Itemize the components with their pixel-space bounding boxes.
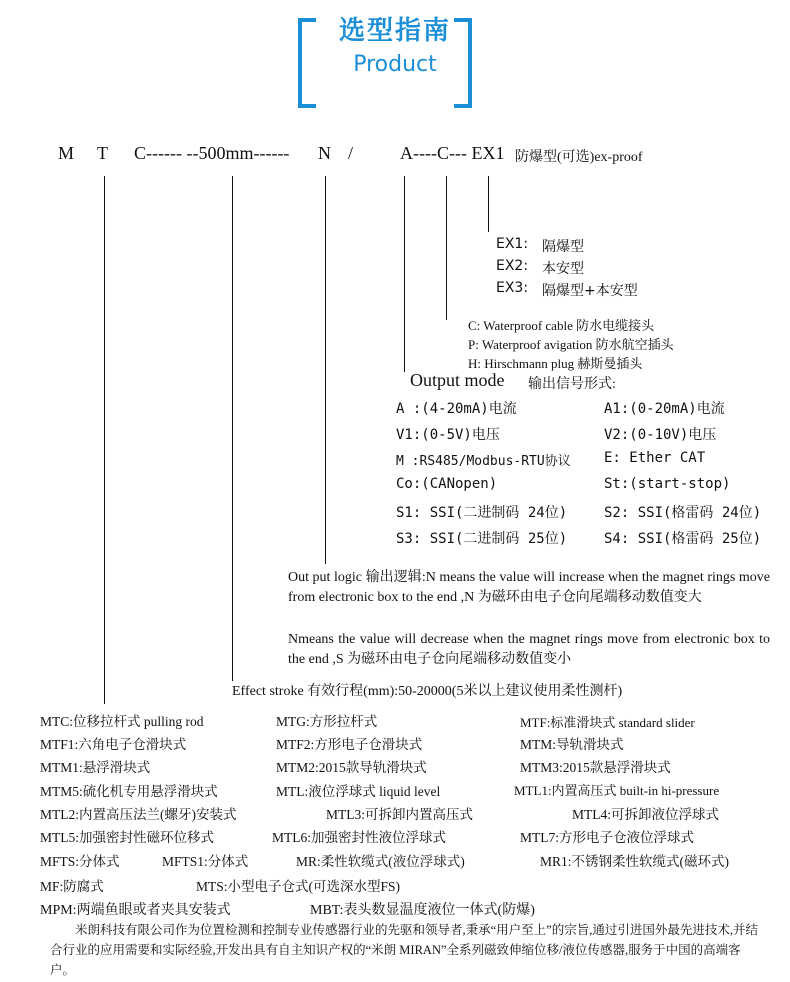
model-mtf: MTF:标准滑块式 standard slider bbox=[520, 715, 695, 730]
output-title-cn: 输出信号形式: bbox=[528, 377, 616, 392]
code-exproof: 防爆型(可选)ex-proof bbox=[515, 150, 643, 165]
line-logic bbox=[325, 176, 326, 564]
model-mtl4: MTL4:可拆卸液位浮球式 bbox=[572, 807, 719, 822]
line-ex bbox=[488, 176, 489, 232]
output-title: Output mode bbox=[410, 370, 505, 390]
model-mtf1: MTF1:六角电子仓滑块式 bbox=[40, 737, 187, 752]
output-a: A :(4-20mA)电流 bbox=[396, 401, 517, 417]
model-mfts1: MFTS1:分体式 bbox=[162, 854, 249, 869]
ex1-name: 隔爆型 bbox=[542, 239, 584, 255]
page-title: 选型指南 bbox=[338, 16, 451, 46]
code-slash: / bbox=[348, 143, 354, 163]
code-t: T bbox=[97, 143, 108, 163]
output-s1: S1: SSI(二进制码 24位) bbox=[396, 505, 568, 521]
conn-c: C: Waterproof cable 防水电缆接头 bbox=[468, 318, 655, 333]
ex1-code: EX1: bbox=[496, 236, 529, 252]
output-v2: V2:(0-10V)电压 bbox=[604, 427, 717, 443]
model-mf: MF:防腐式 bbox=[40, 879, 104, 894]
code-m: M bbox=[58, 143, 75, 163]
output-m: M :RS485/Modbus-RTU协议 bbox=[396, 454, 571, 469]
output-s3: S3: SSI(二进制码 25位) bbox=[396, 531, 568, 547]
code-stroke: C------ --500mm------ bbox=[134, 143, 290, 163]
ex3-name: 隔爆型+本安型 bbox=[542, 283, 638, 299]
ex3-code: EX3: bbox=[496, 280, 529, 296]
output-s2: S2: SSI(格雷码 24位) bbox=[604, 505, 762, 521]
page-subtitle: Product bbox=[353, 52, 437, 77]
model-mfts: MFTS:分体式 bbox=[40, 854, 120, 869]
model-mtf2: MTF2:方形电子仓滑块式 bbox=[276, 737, 423, 752]
logic-s: Nmeans the value will decrease when the magnet rings move from electronic box to the end ,S 为磁环由电子仓向尾端移动数值变小 bbox=[288, 632, 770, 667]
model-mtm: MTM:导轨滑块式 bbox=[520, 737, 624, 752]
model-mtm1: MTM1:悬浮滑块式 bbox=[40, 760, 151, 775]
model-mtg: MTG:方形拉杆式 bbox=[276, 714, 378, 729]
ex2-code: EX2: bbox=[496, 258, 529, 274]
model-mtl7: MTL7:方形电子仓液位浮球式 bbox=[520, 830, 694, 845]
company-intro: 米朗科技有限公司作为位置检测和控制专业传感器行业的先驱和领导者,秉承“用户至上”的宗旨,通过引进国外最先进技术,并结合行业的应用需要和实际经验,开发出具有自主知识产权的“米朗 MIRAN”全系列磁致伸缩位移/液位传感器,服务于中国的高端客户。 bbox=[50, 923, 758, 977]
code-logic: N bbox=[318, 143, 331, 163]
output-s4: S4: SSI(格雷码 25位) bbox=[604, 531, 762, 547]
model-mtl6: MTL6:加强密封性液位浮球式 bbox=[272, 830, 446, 845]
output-e: E: Ether CAT bbox=[604, 450, 706, 466]
model-mtl5: MTL5:加强密封性磁环位移式 bbox=[40, 830, 214, 845]
model-mtl3: MTL3:可拆卸内置高压式 bbox=[326, 807, 473, 822]
model-mtl1: MTL1:内置高压式 built-in hi-pressure bbox=[514, 783, 720, 798]
conn-p: P: Waterproof avigation 防水航空插头 bbox=[468, 337, 674, 352]
model-mtc: MTC:位移拉杆式 pulling rod bbox=[40, 714, 204, 729]
model-mts: MTS:小型电子仓式(可选深水型FS) bbox=[196, 879, 401, 894]
line-conn bbox=[446, 176, 447, 320]
output-st: St:(start-stop) bbox=[604, 476, 731, 492]
code-output: A----C--- EX1 bbox=[400, 143, 505, 163]
output-a1: A1:(0-20mA)电流 bbox=[604, 401, 725, 417]
model-mtm2: MTM2:2015款导轨滑块式 bbox=[276, 760, 427, 775]
ex2-name: 本安型 bbox=[542, 261, 584, 277]
model-mr1: MR1:不锈钢柔性软缆式(磁环式) bbox=[540, 854, 729, 869]
model-mtl: MTL:液位浮球式 liquid level bbox=[276, 784, 441, 799]
effect-stroke: Effect stroke 有效行程(mm):50-20000(5米以上建议使用柔性测杆) bbox=[232, 684, 623, 699]
model-mr: MR:柔性软缆式(液位浮球式) bbox=[296, 854, 465, 869]
model-mtm3: MTM3:2015款悬浮滑块式 bbox=[520, 760, 671, 775]
output-co: Co:(CANopen) bbox=[396, 476, 498, 492]
line-model bbox=[104, 176, 105, 704]
line-output bbox=[404, 176, 405, 372]
model-mbt: MBT:表头数显温度液位一体式(防爆) bbox=[310, 903, 535, 918]
conn-h: H: Hirschmann plug 赫斯曼插头 bbox=[468, 356, 643, 371]
model-mtm5: MTM5:硫化机专用悬浮滑块式 bbox=[40, 784, 218, 799]
model-mpm: MPM:两端鱼眼或者夹具安装式 bbox=[40, 903, 231, 918]
output-v1: V1:(0-5V)电压 bbox=[396, 427, 500, 443]
logic-n: Out put logic 输出逻辑:N means the value will increase when the magnet rings move from electronic box to the end ,N 为磁环由电子仓向尾端移动数值变大 bbox=[288, 570, 770, 605]
model-mtl2: MTL2:内置高压法兰(螺牙)安装式 bbox=[40, 807, 237, 822]
line-stroke bbox=[232, 176, 233, 681]
